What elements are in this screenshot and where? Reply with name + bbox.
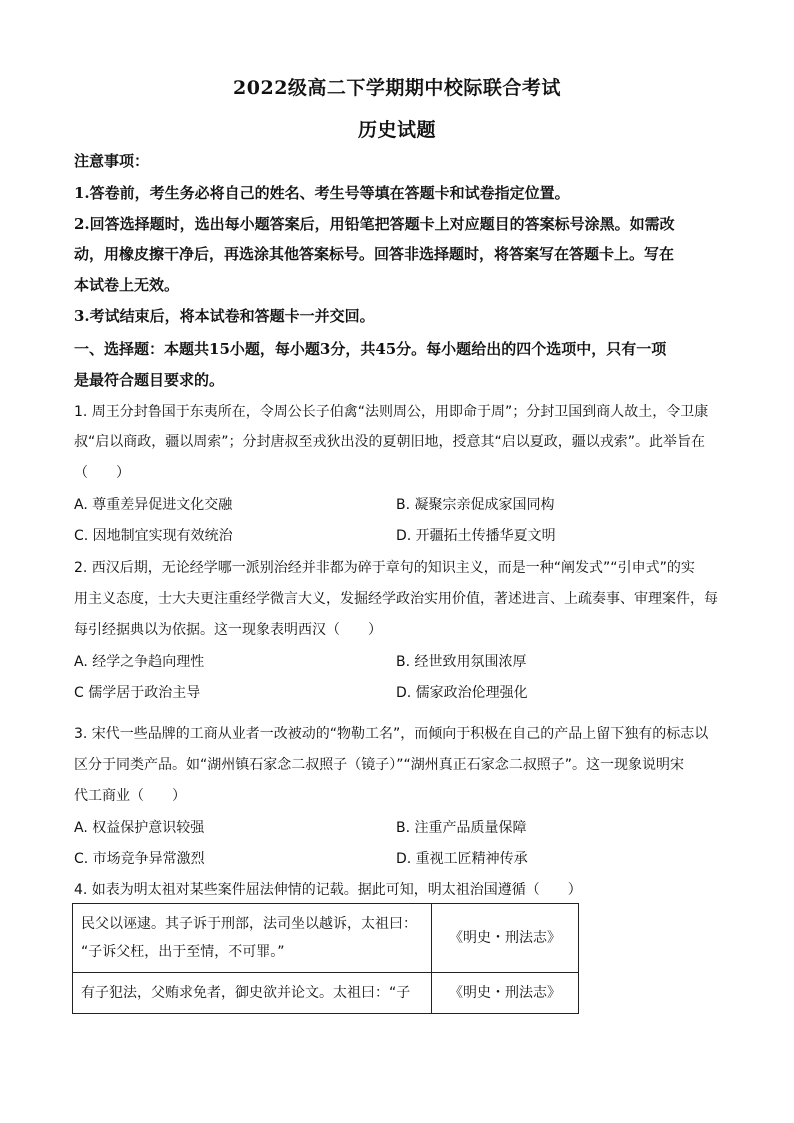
question-4-text: 4. 如表为明太祖对某些案件屈法伸情的记载。据此可知，明太祖治国遵循（ ）	[74, 882, 582, 898]
record-text-line: “子诉父枉，出于至情，不可罪。”	[81, 944, 285, 960]
question-1-option-a: A. 尊重差异促进文化交融	[74, 497, 233, 513]
question-2-text: 每引经据典以为依据。这一现象表明西汉（ ）	[74, 622, 382, 638]
question-1-text: 叔“启以商政，疆以周索”；分封唐叔至戎狄出没的夏朝旧地，授意其“启以夏政，疆以戎索”。此举旨在	[74, 434, 706, 450]
records-table	[72, 903, 579, 1014]
question-3-text: 3. 宋代一些品牌的工商从业者一改被动的“物勒工名”，而倾向于积极在自己的产品上留下独有的标志以	[74, 726, 709, 742]
exam-subject: 历史试题	[357, 119, 436, 141]
table-cell-record	[73, 973, 432, 1014]
question-3-text: 区分于同类产品。如“湖州镇石家念二叔照子（镜子）”“湖州真正石家念二叔照子”。这一现象说明宋	[74, 757, 685, 773]
question-3-text: 代工商业（ ）	[74, 788, 186, 804]
question-1-text: 1. 周王分封鲁国于东夷所在，令周公长子伯禽“法则周公，用即命于周”；分封卫国到商人故土，令卫康	[74, 404, 709, 420]
question-1-option-b: B. 凝聚宗亲促成家国同构	[396, 497, 555, 513]
exam-title: 2022级高二下学期期中校际联合考试	[233, 77, 561, 99]
question-2-option-b: B. 经世致用氛围浓厚	[396, 654, 527, 670]
notice-item: 2.回答选择题时，选出每小题答案后，用铅笔把答题卡上对应题目的答案标号涂黑。如需改	[74, 215, 675, 233]
question-3-option-d: D. 重视工匠精神传承	[396, 851, 528, 867]
table-cell-source: 《明史・刑法志》	[432, 904, 579, 973]
question-2-text: 用主义态度，士大夫更注重经学微言大义，发掘经学政治实用价值，著述进言、上疏奏事、审理案件，每	[74, 591, 718, 607]
question-2-option-c: C 儒学居于政治主导	[74, 685, 201, 701]
notice-item: 本试卷上无效。	[74, 276, 180, 294]
notice-item: 3.考试结束后，将本试卷和答题卡一并交回。	[74, 307, 375, 325]
question-2-option-d: D. 儒家政治伦理强化	[396, 685, 528, 701]
question-2-text: 2. 西汉后期，无论经学哪一派别治经并非都为碎于章句的知识主义，而是一种“阐发式”“引申式”的实	[74, 560, 695, 576]
question-1-option-c: C. 因地制宜实现有效统治	[74, 528, 233, 544]
question-3-option-b: B. 注重产品质量保障	[396, 820, 527, 836]
notice-item: 动，用橡皮擦干净后，再选涂其他答案标号。回答非选择题时，将答案写在答题卡上。写在	[74, 245, 675, 263]
section-heading-cont: 是最符合题目要求的。	[74, 371, 225, 389]
section-heading: 一、选择题：本题共15小题，每小题3分，共45分。每小题给出的四个选项中，只有一项	[74, 340, 667, 358]
table-cell-record	[73, 904, 432, 973]
table-cell-source: 《明史・刑法志》	[432, 973, 579, 1014]
notice-heading: 注意事项：	[74, 152, 150, 170]
table-row	[73, 904, 579, 973]
question-1-option-d: D. 开疆拓土传播华夏文明	[396, 528, 556, 544]
question-3-option-a: A. 权益保护意识较强	[74, 820, 205, 836]
question-1-text: （ ）	[74, 465, 130, 481]
table-row	[73, 973, 579, 1014]
record-text-line: 有子犯法，父贿求免者，御史欲并论文。太祖曰：“子	[81, 985, 411, 1001]
question-2-option-a: A. 经学之争趋向理性	[74, 654, 205, 670]
record-text-line: 民父以诬逮。其子诉于刑部，法司坐以越诉，太祖曰：	[81, 916, 417, 932]
question-3-option-c: C. 市场竞争异常激烈	[74, 851, 205, 867]
notice-item: 1.答卷前，考生务必将自己的姓名、考生号等填在答题卡和试卷指定位置。	[74, 184, 570, 202]
